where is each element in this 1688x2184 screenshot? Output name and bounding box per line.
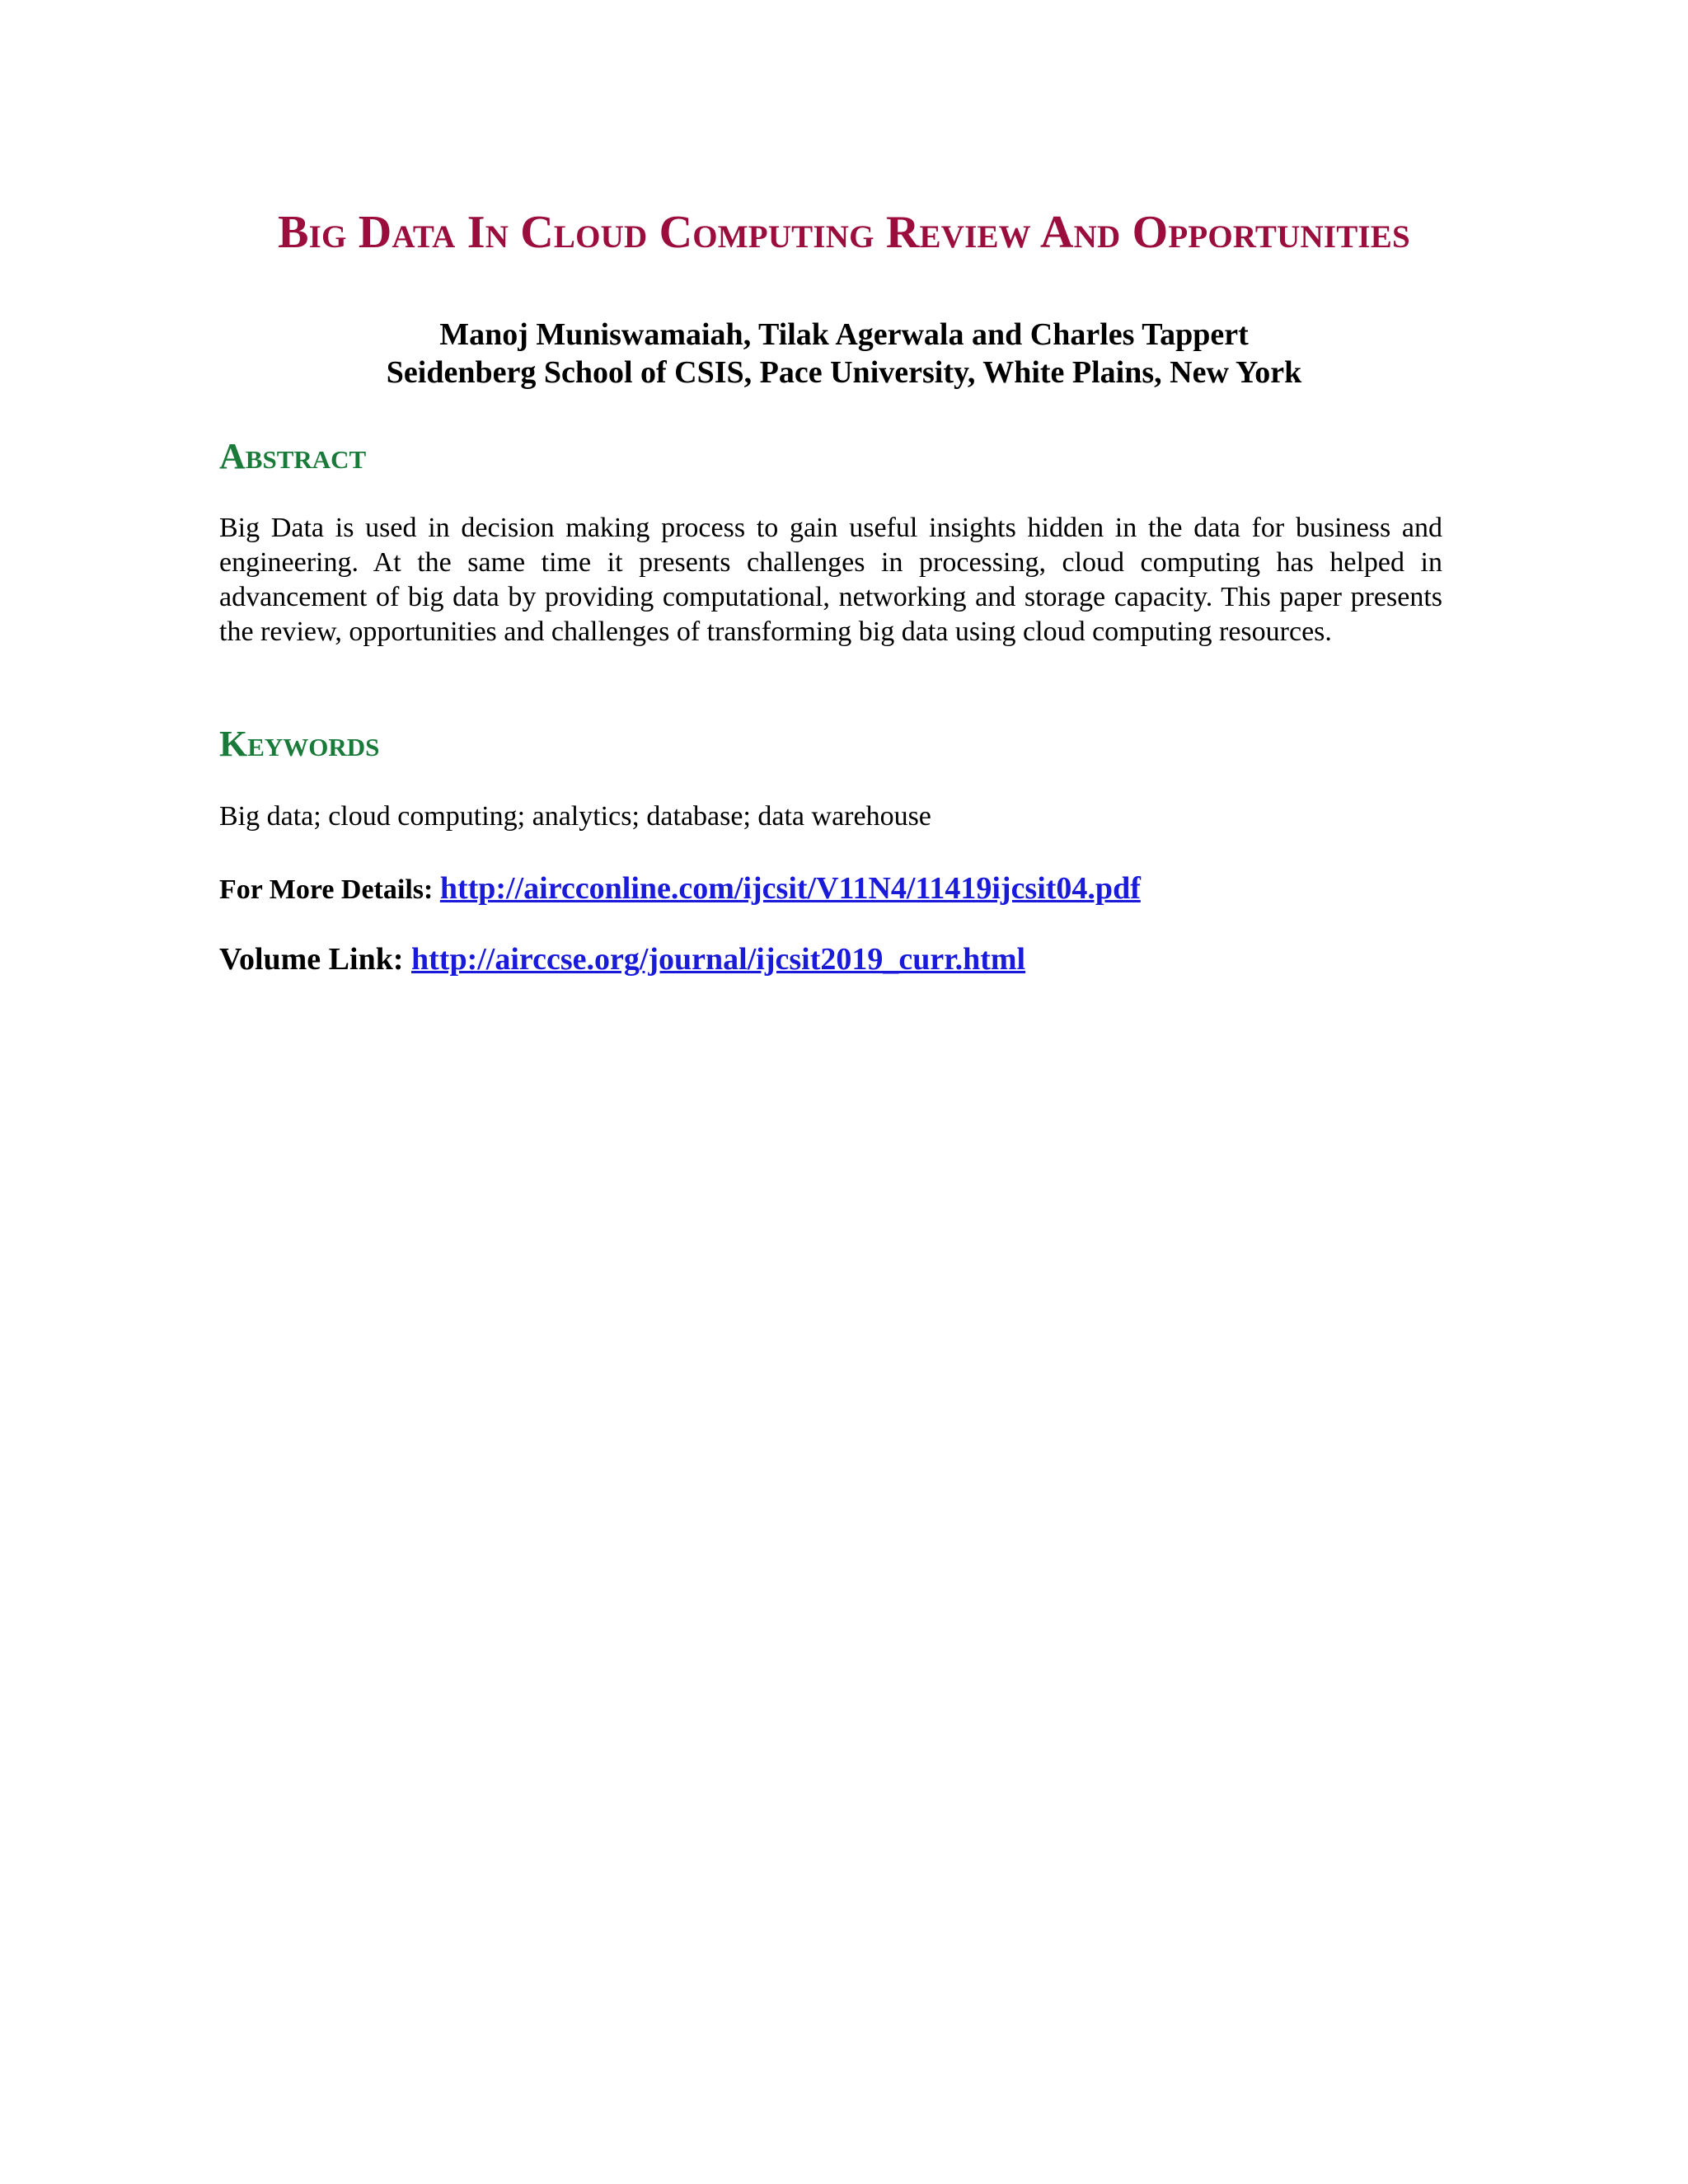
author-block: [0, 316, 1688, 391]
author-affiliation: Seidenberg School of CSIS, Pace University, White Plains, New York: [386, 355, 1302, 390]
more-details-line: [219, 869, 1141, 910]
volume-link-label: Volume Link:: [219, 942, 411, 977]
more-details-label: For More Details:: [219, 874, 440, 905]
keywords-heading: Keywords: [219, 724, 380, 764]
more-details-link[interactable]: http://aircconline.com/ijcsit/V11N4/11419ijcsit04.pdf: [439, 871, 1141, 906]
volume-link-line: [219, 939, 1025, 980]
abstract-heading: Abstract: [219, 436, 367, 476]
keywords-text: Big data; cloud computing; analytics; database; data warehouse: [219, 801, 931, 832]
author-names: Manoj Muniswamaiah, Tilak Agerwala and Charles Tappert: [439, 317, 1249, 352]
volume-link[interactable]: http://airccse.org/journal/ijcsit2019_curr.html: [411, 942, 1026, 977]
paper-title: Big Data In Cloud Computing Review And Opportunities: [278, 207, 1410, 258]
abstract-text: Big Data is used in decision making process to gain useful insights hidden in the data for business and engineering. At the same time it presents challenges in processing, cloud computing has helped in advancement of big data by providing computational, networking and storage capacity. This paper presents the review, opportunities and challenges of transforming big data using cloud computing resources.: [219, 513, 1442, 647]
